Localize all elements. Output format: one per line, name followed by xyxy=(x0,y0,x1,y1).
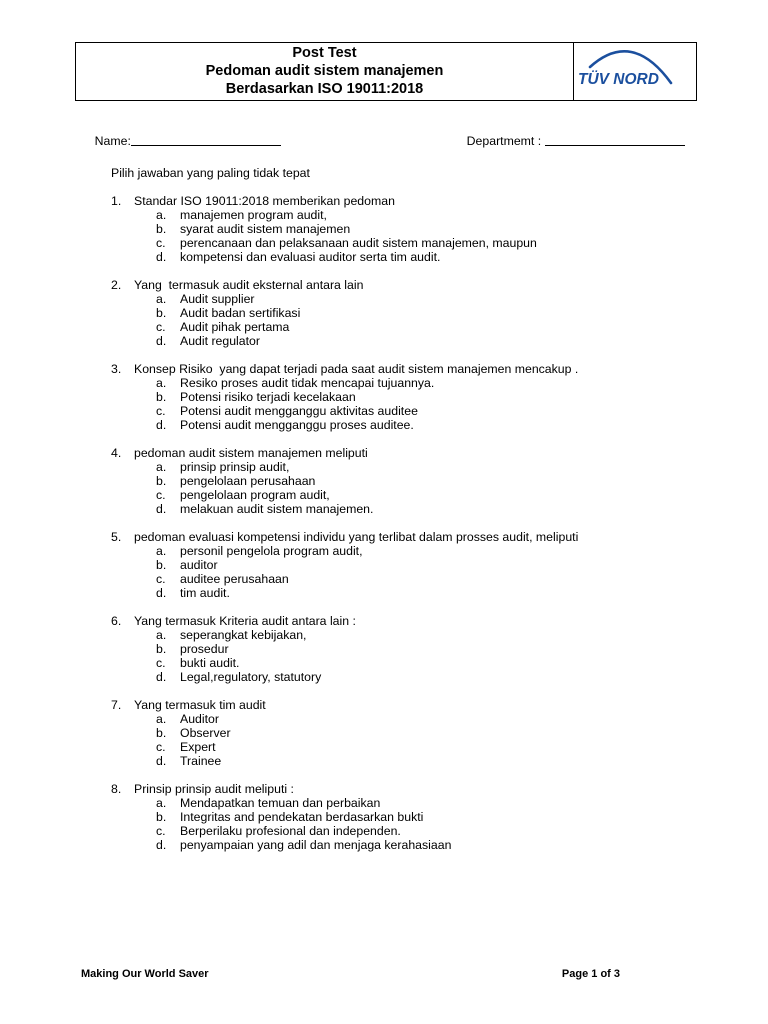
option-letter: c. xyxy=(156,824,166,838)
question-number: 6. xyxy=(111,614,122,628)
option-line xyxy=(0,236,768,250)
question-text: pedoman audit sistem manajemen meliputi xyxy=(134,446,368,460)
option-line xyxy=(0,488,768,502)
question-number: 8. xyxy=(111,782,122,796)
option-text: melakuan audit sistem manajemen. xyxy=(180,502,374,516)
footer-slogan: Making Our World Saver xyxy=(81,968,209,980)
option-text: Expert xyxy=(180,740,216,754)
option-line xyxy=(0,796,768,810)
question-block xyxy=(0,362,768,432)
option-text: Integritas and pendekatan berdasarkan bukti xyxy=(180,810,424,824)
option-letter: c. xyxy=(156,320,166,334)
doc-subtitle: Pedoman audit sistem manajemen xyxy=(205,63,444,79)
option-letter: d. xyxy=(156,754,167,768)
option-line xyxy=(0,726,768,740)
option-line xyxy=(0,208,768,222)
question-block xyxy=(0,194,768,264)
option-line xyxy=(0,628,768,642)
question-list xyxy=(0,194,768,866)
option-letter: c. xyxy=(156,656,166,670)
option-text: kompetensi dan evaluasi auditor serta tim audit. xyxy=(180,250,441,264)
option-line xyxy=(0,334,768,348)
option-text: prosedur xyxy=(180,642,229,656)
option-letter: c. xyxy=(156,404,166,418)
question-text: Yang termasuk Kriteria audit antara lain : xyxy=(134,614,356,628)
option-text: Legal,regulatory, statutory xyxy=(180,670,322,684)
option-text: Potensi audit mengganggu proses auditee. xyxy=(180,418,414,432)
option-letter: b. xyxy=(156,642,167,656)
option-text: bukti audit. xyxy=(180,656,240,670)
question-text: Konsep Risiko yang dapat terjadi pada saat audit sistem manajemen mencakup . xyxy=(134,362,579,376)
option-letter: b. xyxy=(156,558,167,572)
question-number: 2. xyxy=(111,278,122,292)
page-number: Page 1 of 3 xyxy=(561,968,620,980)
option-line xyxy=(0,292,768,306)
option-letter: b. xyxy=(156,306,167,320)
option-line xyxy=(0,222,768,236)
option-text: auditor xyxy=(180,558,218,572)
option-letter: a. xyxy=(156,208,167,222)
question-line xyxy=(0,362,768,376)
option-line xyxy=(0,418,768,432)
option-letter: d. xyxy=(156,334,167,348)
department-label: Departmemt : xyxy=(466,134,545,148)
option-letter: d. xyxy=(156,418,167,432)
logo-text: TÜV NORD xyxy=(578,71,659,88)
option-letter: b. xyxy=(156,810,167,824)
option-text: seperangkat kebijakan, xyxy=(180,628,307,642)
option-text: manajemen program audit, xyxy=(180,208,327,222)
option-text: pengelolaan program audit, xyxy=(180,488,330,502)
question-number: 7. xyxy=(111,698,122,712)
question-block xyxy=(0,614,768,684)
question-number: 3. xyxy=(111,362,122,376)
option-letter: a. xyxy=(156,712,167,726)
option-letter: c. xyxy=(156,488,166,502)
header-table xyxy=(75,42,697,101)
option-text: Potensi audit mengganggu aktivitas auditee xyxy=(180,404,418,418)
option-line xyxy=(0,586,768,600)
name-label: Name: xyxy=(94,134,131,148)
option-line xyxy=(0,656,768,670)
doc-standard: Berdasarkan ISO 19011:2018 xyxy=(225,81,424,97)
question-block xyxy=(0,278,768,348)
option-text: Potensi risiko terjadi kecelakaan xyxy=(180,390,356,404)
question-line xyxy=(0,194,768,208)
option-letter: a. xyxy=(156,796,167,810)
option-line xyxy=(0,306,768,320)
question-block xyxy=(0,446,768,516)
question-line xyxy=(0,614,768,628)
option-letter: d. xyxy=(156,250,167,264)
question-number: 5. xyxy=(111,530,122,544)
option-line xyxy=(0,712,768,726)
option-line xyxy=(0,754,768,768)
option-text: prinsip prinsip audit, xyxy=(180,460,290,474)
option-line xyxy=(0,558,768,572)
option-line xyxy=(0,460,768,474)
option-letter: a. xyxy=(156,628,167,642)
option-letter: d. xyxy=(156,838,167,852)
question-line xyxy=(0,278,768,292)
question-text: Standar ISO 19011:2018 memberikan pedoman xyxy=(134,194,395,208)
option-text: Resiko proses audit tidak mencapai tujuannya. xyxy=(180,376,435,390)
option-letter: a. xyxy=(156,460,167,474)
option-text: tim audit. xyxy=(180,586,230,600)
option-letter: c. xyxy=(156,572,166,586)
option-line xyxy=(0,404,768,418)
option-line xyxy=(0,474,768,488)
option-text: Berperilaku profesional dan independen. xyxy=(180,824,401,838)
option-line xyxy=(0,502,768,516)
name-blank-line xyxy=(131,134,281,146)
question-text: pedoman evaluasi kompetensi individu yang terlibat dalam prosses audit, meliputi xyxy=(134,530,579,544)
question-line xyxy=(0,446,768,460)
option-letter: a. xyxy=(156,292,167,306)
question-text: Yang termasuk audit eksternal antara lain xyxy=(134,278,364,292)
option-text: Trainee xyxy=(180,754,222,768)
question-number: 4. xyxy=(111,446,122,460)
option-letter: d. xyxy=(156,586,167,600)
option-text: Mendapatkan temuan dan perbaikan xyxy=(180,796,381,810)
option-text: Audit pihak pertama xyxy=(180,320,290,334)
option-text: syarat audit sistem manajemen xyxy=(180,222,351,236)
doc-title: Post Test xyxy=(292,45,357,61)
option-text: pengelolaan perusahaan xyxy=(180,474,316,488)
question-line xyxy=(0,530,768,544)
title-cell xyxy=(76,43,574,100)
option-line xyxy=(0,390,768,404)
option-text: Audit supplier xyxy=(180,292,255,306)
option-line xyxy=(0,740,768,754)
option-line xyxy=(0,810,768,824)
logo-cell xyxy=(574,43,696,100)
option-letter: c. xyxy=(156,236,166,250)
question-block xyxy=(0,782,768,852)
option-letter: d. xyxy=(156,502,167,516)
instruction: Pilih jawaban yang paling tidak tepat xyxy=(111,166,310,180)
option-line xyxy=(0,544,768,558)
option-text: Audit badan sertifikasi xyxy=(180,306,301,320)
question-text: Yang termasuk tim audit xyxy=(134,698,266,712)
question-line xyxy=(0,782,768,796)
question-number: 1. xyxy=(111,194,122,208)
option-line xyxy=(0,250,768,264)
option-letter: a. xyxy=(156,376,167,390)
question-line xyxy=(0,698,768,712)
option-text: Observer xyxy=(180,726,231,740)
option-letter: b. xyxy=(156,474,167,488)
option-line xyxy=(0,670,768,684)
option-letter: a. xyxy=(156,544,167,558)
question-text: Prinsip prinsip audit meliputi : xyxy=(134,782,294,796)
option-letter: c. xyxy=(156,740,166,754)
question-block xyxy=(0,698,768,768)
option-text: penyampaian yang adil dan menjaga kerahasiaan xyxy=(180,838,452,852)
option-line xyxy=(0,376,768,390)
option-text: auditee perusahaan xyxy=(180,572,289,586)
option-text: perencanaan dan pelaksanaan audit sistem manajemen, maupun xyxy=(180,236,537,250)
department-row xyxy=(453,120,685,162)
tuv-nord-logo xyxy=(574,43,696,100)
option-text: Auditor xyxy=(180,712,219,726)
option-line xyxy=(0,824,768,838)
name-row xyxy=(81,120,281,162)
department-blank-line xyxy=(545,134,685,146)
option-line xyxy=(0,320,768,334)
option-text: Audit regulator xyxy=(180,334,260,348)
option-text: personil pengelola program audit, xyxy=(180,544,363,558)
option-letter: b. xyxy=(156,222,167,236)
option-letter: b. xyxy=(156,726,167,740)
option-line xyxy=(0,642,768,656)
question-block xyxy=(0,530,768,600)
option-line xyxy=(0,572,768,586)
option-letter: b. xyxy=(156,390,167,404)
option-line xyxy=(0,838,768,852)
option-letter: d. xyxy=(156,670,167,684)
